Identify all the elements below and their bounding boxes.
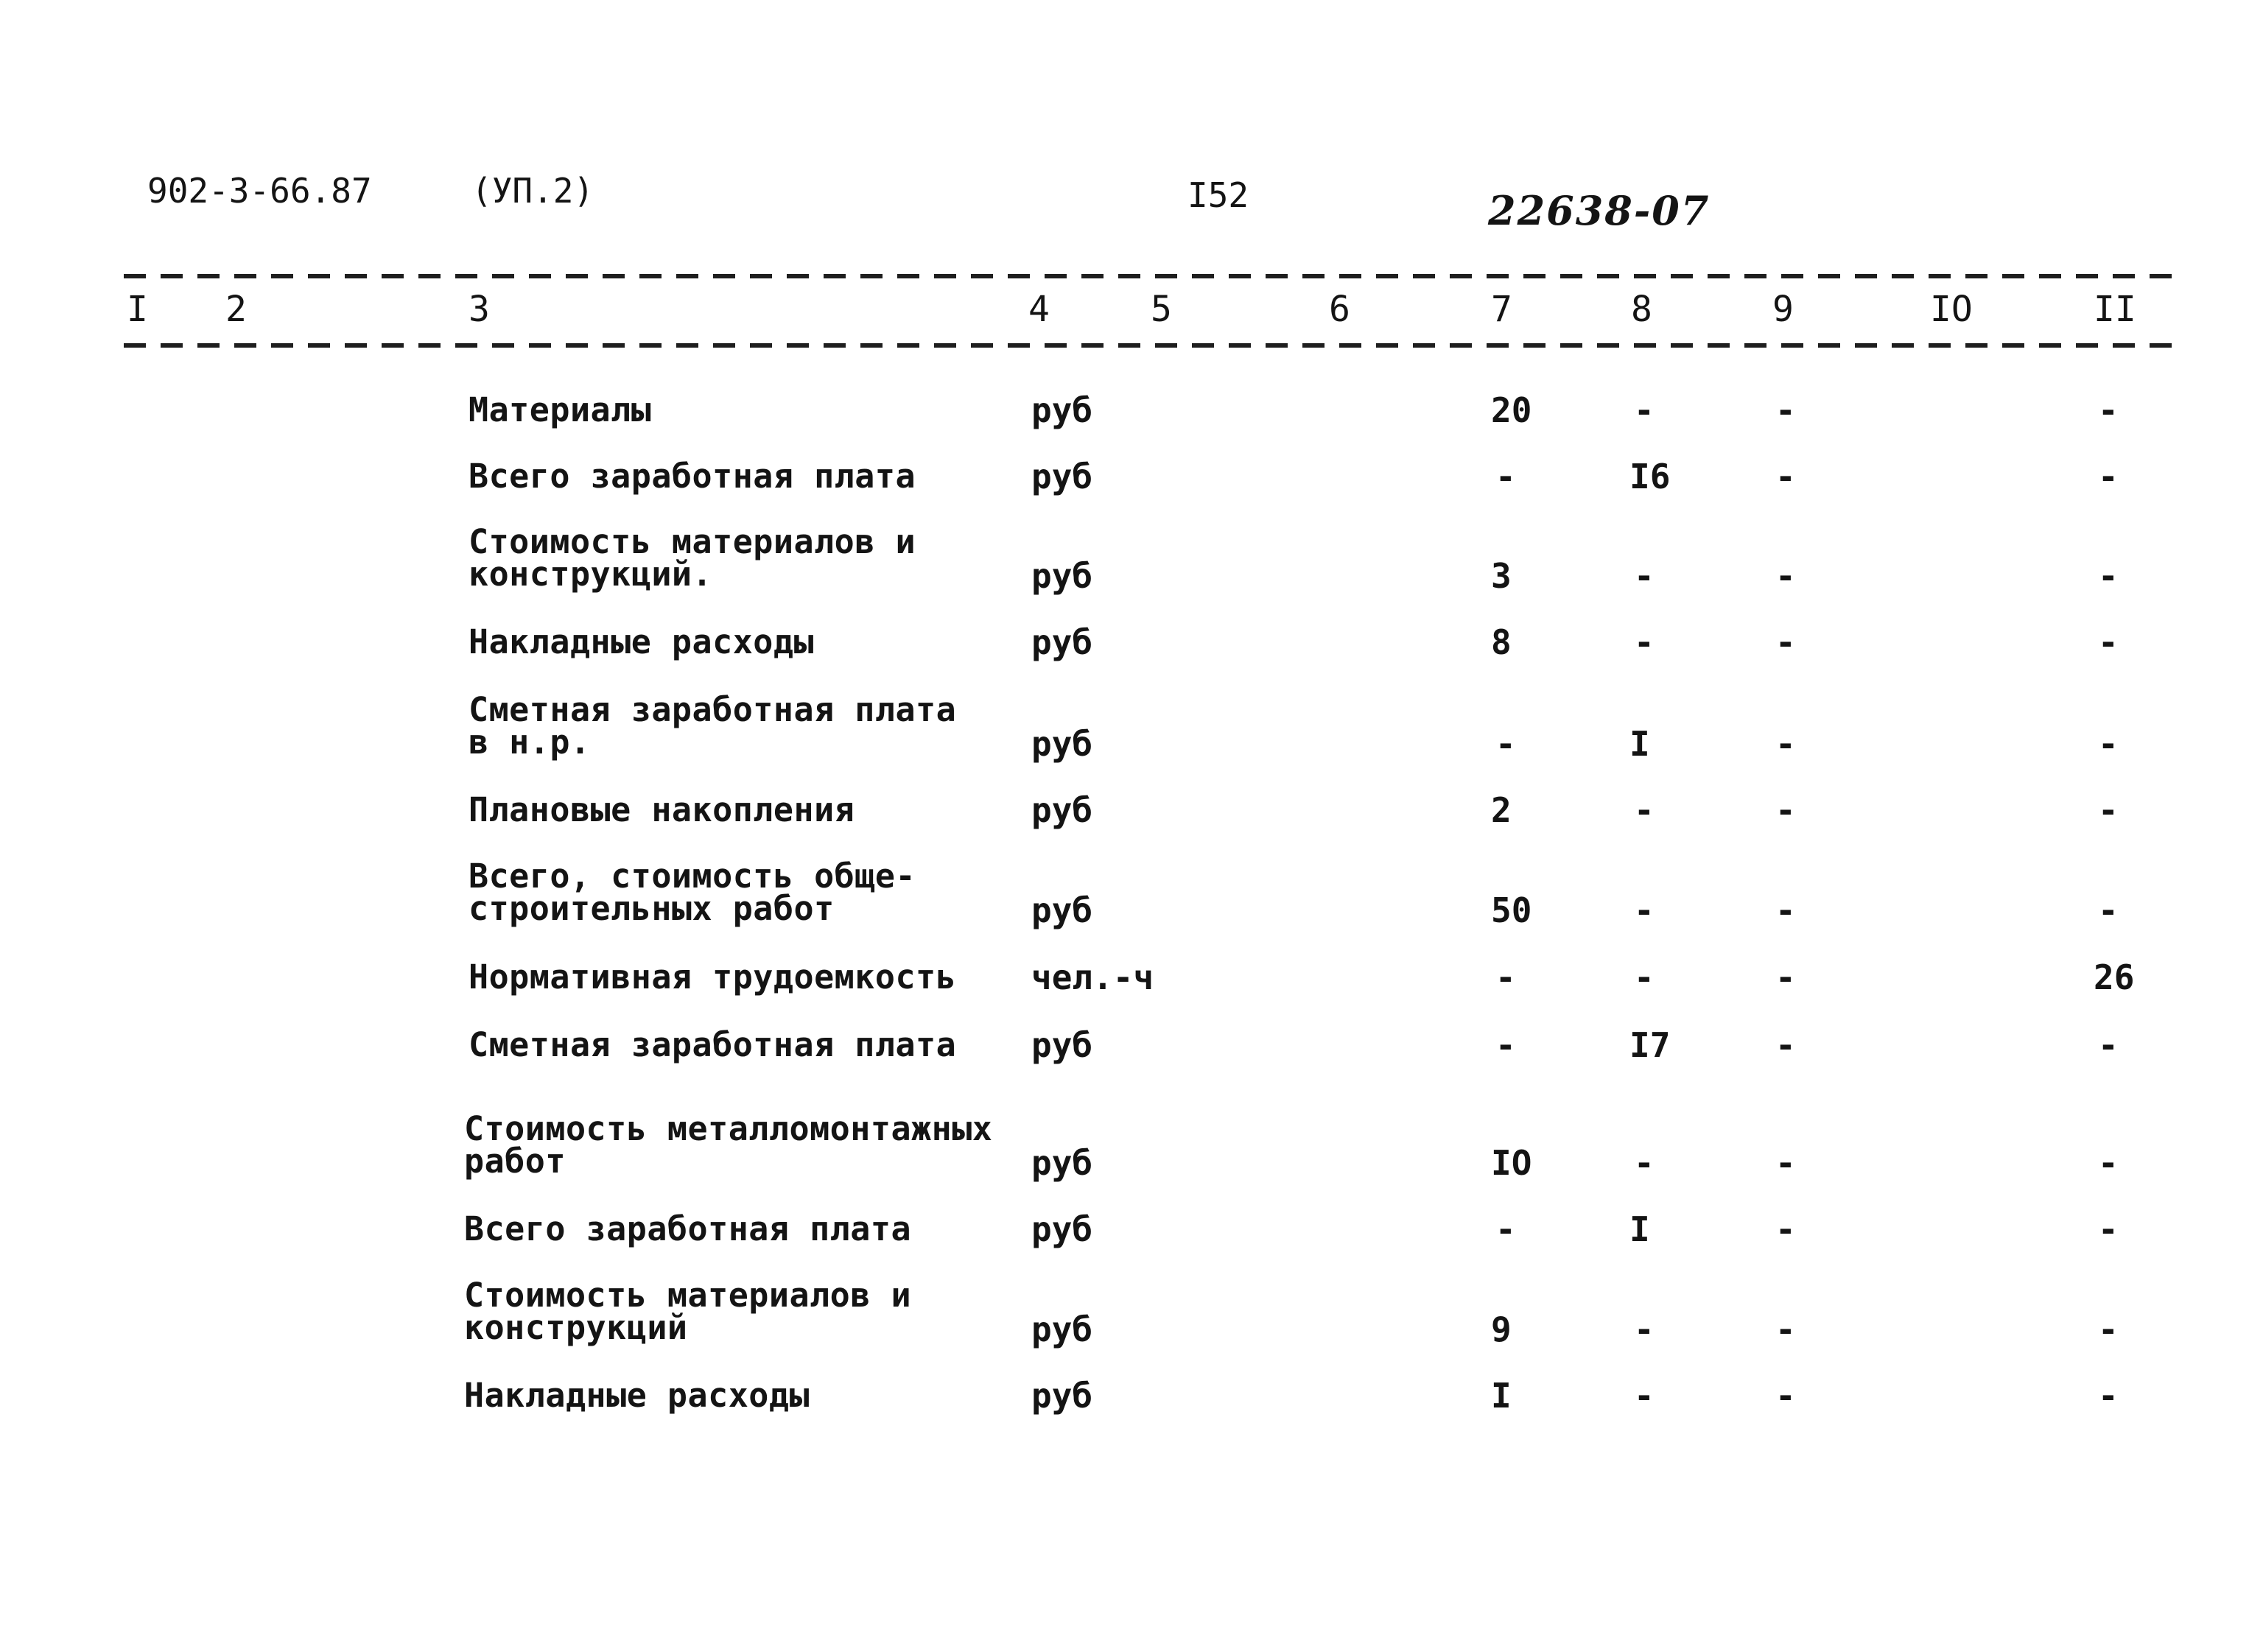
value-cell-col-11: 26 [2094,957,2135,997]
value-cell-col-9: - [1775,1376,1796,1416]
value-cell-col-8: - [1634,390,1655,430]
value-cell-col-8: - [1634,1376,1655,1416]
row-description: Накладные расходы [464,1376,810,1415]
unit-cell: руб [1031,790,1093,830]
value-cell-col-9: - [1775,390,1796,430]
value-cell-col-11: - [2098,1025,2119,1065]
value-cell-col-7: 50 [1491,890,1532,930]
value-cell-col-11: - [2098,390,2119,430]
column-number: 8 [1631,289,1652,330]
value-cell-col-11: - [2098,457,2119,496]
unit-cell: чел.-ч [1031,957,1154,997]
value-cell-col-8: I7 [1629,1025,1671,1065]
row-description: Всего заработная плата [464,1209,912,1248]
value-cell-col-9: - [1775,1025,1796,1065]
row-description: Всего заработная плата [469,457,916,496]
value-cell-col-9: - [1775,790,1796,830]
value-cell-col-7: - [1495,724,1516,764]
value-cell-col-11: - [2098,1143,2119,1183]
column-number: 5 [1151,289,1172,330]
row-description: Стоимость материалов и конструкций [464,1276,912,1347]
unit-cell: руб [1031,1209,1093,1249]
value-cell-col-9: - [1775,622,1796,662]
value-cell-col-8: - [1634,890,1655,930]
value-cell-col-8: - [1634,957,1655,997]
unit-cell: руб [1031,1310,1093,1349]
unit-cell: руб [1031,1143,1093,1183]
document-code: 902-3-66.87 [147,171,372,211]
row-description: Плановые накопления [469,790,855,829]
value-cell-col-8: - [1634,1310,1655,1349]
value-cell-col-11: - [2098,1209,2119,1249]
column-number: IO [1930,289,1973,330]
column-number: 9 [1772,289,1794,330]
value-cell-col-9: - [1775,1310,1796,1349]
value-cell-col-7: 3 [1491,556,1512,596]
row-description: Сметная заработная плата в н.р. [469,690,957,762]
row-description: Стоимость металломонтажных работ [464,1109,993,1181]
value-cell-col-8: I [1629,1209,1650,1249]
handwritten-stamp: 22638-07 [1488,187,1711,234]
value-cell-col-11: - [2098,622,2119,662]
row-description: Всего, стоимость обще- строительных работ [469,857,916,928]
page-number: I52 [1187,175,1249,215]
header-bottom-rule [124,343,2175,348]
unit-cell: руб [1031,1025,1093,1065]
value-cell-col-9: - [1775,890,1796,930]
value-cell-col-7: - [1495,1025,1516,1065]
row-description: Стоимость материалов и конструкций. [469,522,916,594]
album-label: (УП.2) [471,171,594,211]
value-cell-col-11: - [2098,1310,2119,1349]
header-top-rule [124,274,2175,278]
value-cell-col-8: - [1634,556,1655,596]
value-cell-col-9: - [1775,724,1796,764]
value-cell-col-7: - [1495,1209,1516,1249]
value-cell-col-9: - [1775,1209,1796,1249]
row-description: Нормативная трудоемкость [469,957,957,997]
unit-cell: руб [1031,890,1093,930]
row-description: Материалы [469,390,652,429]
value-cell-col-7: - [1495,957,1516,997]
row-description: Накладные расходы [469,622,815,661]
value-cell-col-11: - [2098,890,2119,930]
value-cell-col-9: - [1775,1143,1796,1183]
unit-cell: руб [1031,724,1093,764]
unit-cell: руб [1031,457,1093,496]
value-cell-col-11: - [2098,790,2119,830]
unit-cell: руб [1031,622,1093,662]
value-cell-col-9: - [1775,957,1796,997]
value-cell-col-11: - [2098,724,2119,764]
value-cell-col-11: - [2098,556,2119,596]
column-number: II [2094,289,2136,330]
value-cell-col-9: - [1775,556,1796,596]
value-cell-col-7: 20 [1491,390,1532,430]
column-number: I [127,289,148,330]
value-cell-col-8: - [1634,790,1655,830]
value-cell-col-7: I [1491,1376,1512,1416]
value-cell-col-9: - [1775,457,1796,496]
value-cell-col-8: - [1634,622,1655,662]
column-number: 7 [1491,289,1512,330]
value-cell-col-7: 9 [1491,1310,1512,1349]
value-cell-col-7: 2 [1491,790,1512,830]
column-number: 4 [1028,289,1050,330]
column-number: 3 [469,289,490,330]
value-cell-col-7: IO [1491,1143,1532,1183]
value-cell-col-8: - [1634,1143,1655,1183]
column-number: 6 [1329,289,1350,330]
value-cell-col-7: 8 [1491,622,1512,662]
unit-cell: руб [1031,390,1093,430]
value-cell-col-11: - [2098,1376,2119,1416]
unit-cell: руб [1031,1376,1093,1416]
column-number: 2 [225,289,247,330]
value-cell-col-8: I6 [1629,457,1671,496]
value-cell-col-7: - [1495,457,1516,496]
unit-cell: руб [1031,556,1093,596]
row-description: Сметная заработная плата [469,1025,957,1064]
value-cell-col-8: I [1629,724,1650,764]
